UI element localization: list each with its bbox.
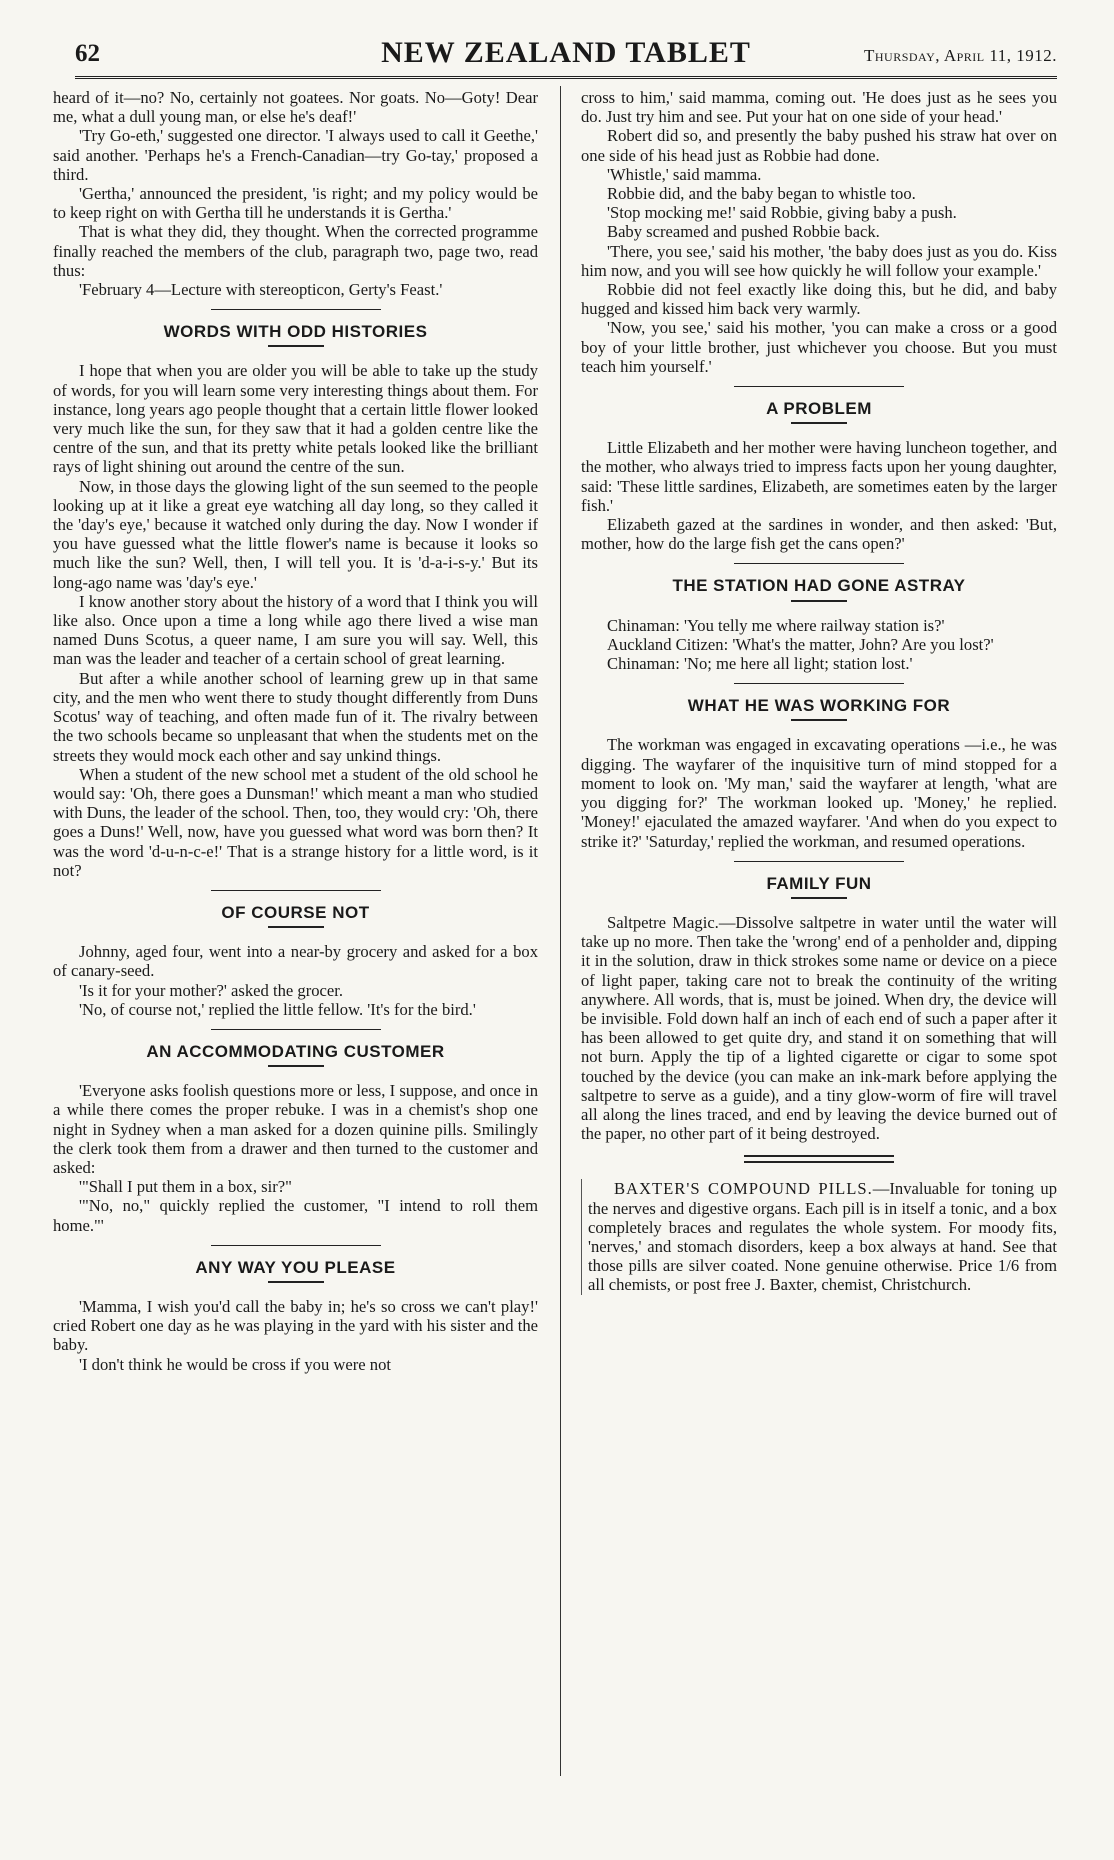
page-header [75,36,1057,79]
ad-body: —Invaluable for toning up the nerves and digestive organs. Each pill is in itself a tonic, and a box completely braces and regulates the whole system. For moody fits, 'nerves,' and stomach disorders, keep a box always at hand. See that those pills are silver coated. None genuine otherwise. Price 1/6 from all chemists, or post free J. Baxter, chemist, Christchurch. [588,1179,1058,1295]
heading-underline [791,719,847,721]
paragraph: 'Is it for your mother?' asked the grocer. [79,980,344,1000]
paragraph: 'Mamma, I wish you'd call the baby in; he's so cross we can't play!' cried Robert one day as he was playing in the yard with his sister and the baby. [53,1296,538,1355]
paragraph: 'Stop mocking me!' said Robbie, giving baby a push. [607,203,957,223]
paragraph: 'Try Go-eth,' suggested one director. 'I always used to call it Geethe,' said another. 'Perhaps he's a French-Canadian—try Go-tay,' proposed a third. [53,126,538,184]
paragraph: I hope that when you are older you will be able to take up the study of words, for you will learn some very interesting things about them. For instance, long years ago people thought that a certain little flower looked very much like the sun, for they saw that it had a golden centre like the centre of the sun, and that its pretty white petals looked like the brilliant rays of light shining out around the centre of the sun. [53,361,538,477]
masthead-title: NEW ZEALAND TABLET [381,36,751,69]
column-divider [560,86,561,1776]
paragraph: '"No, no," quickly replied the customer, "I intend to roll them home."' [53,1196,538,1235]
paragraph: Little Elizabeth and her mother were having luncheon together, and the mother, who always tried to impress facts upon her young daughter, said: 'These little sardines, Elizabeth, are sometimes eaten by the larger fish.' [581,438,1057,515]
paragraph: That is what they did, they thought. When the corrected programme finally reached the members of the club, paragraph two, page two, read thus: [53,222,538,280]
paragraph: 'February 4—Lecture with stereopticon, Gerty's Feast.' [79,280,443,300]
ad-product-name: BAXTER'S COMPOUND PILLS. [614,1179,873,1199]
section-rule [211,1029,381,1030]
section-heading: ANY WAY YOU PLEASE [195,1257,396,1277]
paragraph: 'Gertha,' announced the president, 'is right; and my policy would be to keep right on with Gertha till he understands it is Gertha.' [53,184,538,223]
heading-underline [791,600,847,602]
paragraph: 'Now, you see,' said his mother, 'you can make a cross or a good boy of your little brother, just whichever you choose. But you must teach him yourself.' [581,318,1057,376]
heading-underline [268,1065,324,1067]
paragraph: 'Whistle,' said mamma. [607,164,762,184]
paragraph: Robbie did not feel exactly like doing this, but he did, and baby hugged and kissed him back very warmly. [581,280,1057,319]
section-heading: A PROBLEM [766,399,872,419]
section-heading: OF COURSE NOT [221,902,370,922]
paragraph: But after a while another school of learning grew up in that same city, and the men who went there to study thought differently from Duns Scotus' way of teaching, and often made fun of it. The rivalry between the two schools became so unpleasant that when the students met on the streets they would mock each other and say unkind things. [53,668,538,765]
paragraph: Saltpetre Magic.—Dissolve saltpetre in water until the water will take up no more. Then take the 'wrong' end of a penholder and, dipping it in the solution, draw in thick strokes some name or device on a piece of light paper, taking care not to break the continuity of the writing anywhere. All words, that is, must be joined. When dry, the device will be invisible. Fold down half an inch of each end of such a paper after it has been allowed to get quite dry, and stand it on something that will not burn. Apply the tip of a lighted cigarette or cigar to some spot touched by the device (you can make an ink-mark before applying the saltpetre to serve as a guide), and a tiny glow-worm of fire will travel all along the lines traced, and end by leaving the device burned out of the paper, no other part of it being destroyed. [581,912,1057,1144]
paragraph: 'There, you see,' said his mother, 'the baby does just as you do. Kiss him now, and you will see how quickly he will follow your example.' [581,241,1057,280]
heading-underline [791,422,847,424]
paragraph: cross to him,' said mamma, coming out. 'He does just as he sees you do. Just try him and see. Put your hat on one side of your head.' [581,88,1057,127]
paragraph: Robbie did, and the baby began to whistle too. [607,184,916,204]
paragraph: Chinaman: 'No; me here all light; station lost.' [607,654,913,674]
page-number: 62 [75,40,100,67]
heavy-rule [744,1155,894,1163]
right-column [581,88,1057,1295]
section-heading: FAMILY FUN [766,873,872,893]
paragraph: Robert did so, and presently the baby pushed his straw hat over on one side of his head just as Robbie had done. [581,126,1057,165]
section-heading: AN ACCOMMODATING CUSTOMER [146,1041,445,1061]
section-heading: THE STATION HAD GONE ASTRAY [672,576,966,596]
paragraph: Chinaman: 'You telly me where railway station is?' [607,615,945,635]
paragraph: Auckland Citizen: 'What's the matter, John? Are you lost?' [607,634,994,654]
section-rule [211,890,381,891]
paragraph: Elizabeth gazed at the sardines in wonder, and then asked: 'But, mother, how do the large fish get the cans open?' [581,515,1057,554]
paragraph: 'I don't think he would be cross if you were not [79,1354,391,1374]
section-rule [211,309,381,310]
heading-underline [268,926,324,928]
paragraph: Johnny, aged four, went into a near-by grocery and asked for a box of canary-seed. [53,942,538,981]
left-column [53,88,538,1374]
heading-underline [791,897,847,899]
section-rule [734,683,904,684]
section-heading: WORDS WITH ODD HISTORIES [163,322,428,342]
section-rule [211,1245,381,1246]
paragraph: '"Shall I put them in a box, sir?" [79,1177,292,1197]
section-heading: WHAT HE WAS WORKING FOR [687,696,951,716]
advertisement [581,1179,1057,1294]
heading-underline [268,345,324,347]
heading-underline [268,1281,324,1283]
paragraph: heard of it—no? No, certainly not goatees. Nor goats. No—Goty! Dear me, what a dull young man, or else he's deaf!' [53,88,538,127]
issue-date: Thursday, April 11, 1912. [863,46,1057,65]
paragraph: 'No, of course not,' replied the little fellow. 'It's for the bird.' [79,999,476,1019]
section-rule [734,386,904,387]
paragraph: 'Everyone asks foolish questions more or less, I suppose, and once in a while there comes the proper rebuke. I was in a chemist's shop one night in Sydney when a man asked for a dozen quinine pills. Smilingly the clerk took them from a drawer and then turned to the customer and asked: [53,1081,538,1177]
paragraph: Baby screamed and pushed Robbie back. [607,222,880,242]
paragraph: The workman was engaged in excavating operations —i.e., he was digging. The wayfarer of the inquisitive turn of mind stopped for a moment to look on. 'My man,' said the wayfarer at length, 'what are you digging for?' The workman looked up. 'Money,' he replied. 'Money!' ejaculated the amazed wayfarer. 'And when do you expect to strike it?' 'Saturday,' replied the workman, and resumed operations. [581,735,1057,851]
paragraph: Now, in those days the glowing light of the sun seemed to the people looking up at it like a great eye watching all day long, so they called it the 'day's eye,' because it watched only during the day. Now I wonder if you have guessed what the little flower's name is because it looks so much like the sun? Well, then, I will tell you. It is 'd-a-i-s-y.' But its long-ago name was 'day's eye.' [53,476,538,592]
section-rule [734,861,904,862]
paragraph: I know another story about the history of a word that I think you will like also. Once upon a time a long while ago there lived a wise man named Duns Scotus, a queer name, I am sure you will say. Well, this man was the leader and teacher of a certain school of great learning. [53,591,538,669]
paragraph: When a student of the new school met a student of the old school he would say: 'Oh, there goes a Dunsman!' which meant a man who studied with Duns, the leader of the school. Then, too, they would cry: 'Oh, there goes a Duns!' Well, now, have you guessed what word was born then? It was the word 'd-u-n-c-e!' That is a strange history for a little word, is it not? [53,764,538,880]
section-rule [734,563,904,564]
